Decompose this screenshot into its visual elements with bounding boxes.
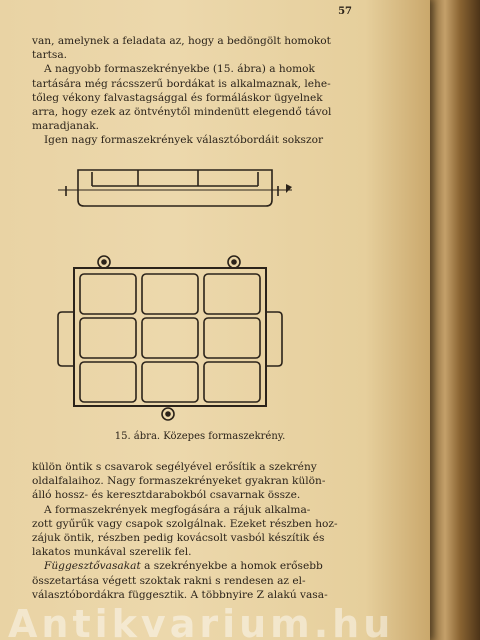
text-line: arra, hogy ezek az öntvénytől mindenütt elegendő távol <box>32 106 332 119</box>
text-span: a szekrényekbe a homok erősebb <box>140 560 323 573</box>
text-line: zott gyűrűk vagy csapok szolgálnak. Ezeket részben hoz- <box>32 517 338 530</box>
text-line: A nagyobb formaszekrényekbe (15. ábra) a homok <box>44 63 315 76</box>
page-number: 57 <box>338 6 352 17</box>
text-line: Igen nagy formaszekrények választóbordáit sokszor <box>44 134 324 147</box>
text-line: tartására még rácsszerű bordákat is alkalmaznak, lehe- <box>32 77 331 90</box>
figure-side-view <box>58 170 292 206</box>
text-line: zájuk öntik, részben pedig kovácsolt vasból készítik és <box>32 532 325 545</box>
text-line: oldalfalaihoz. Nagy formaszekrényeket gyakran külön- <box>32 475 326 488</box>
text-line: van, amelynek a feladata az, hogy a bedöngölt homokot <box>32 35 331 47</box>
text-line: A formaszekrények megfogására a rájuk alkalma- <box>44 503 311 516</box>
book-page-edge <box>430 0 480 640</box>
text-line: lakatos munkával szerelik fel. <box>32 546 192 559</box>
text-line <box>32 559 368 573</box>
text-line: álló hossz- és keresztdarabokból csavarnak össze. <box>32 489 301 502</box>
italic-term: Függesztővasakat <box>44 560 141 573</box>
text-line: tartsa. <box>32 49 68 62</box>
text-block-bottom <box>32 460 368 602</box>
text-line: összetartása végett szoktak rakni s rendesen az el- <box>32 574 306 587</box>
text-line: maradjanak. <box>32 120 100 133</box>
watermark: Antikvarium.hu <box>8 604 395 640</box>
text-line: választóbordákra függesztik. A többnyire Z alakú vasa- <box>32 588 328 601</box>
figure-plan-view <box>58 256 282 420</box>
text-line: külön öntik s csavarok segélyével erősítik a szekrény <box>32 461 317 473</box>
text-line: tőleg vékony falvastagsággal és formáláskor ügyelnek <box>32 91 323 104</box>
figure-caption: 15. ábra. Közepes formaszekrény. <box>114 431 286 442</box>
